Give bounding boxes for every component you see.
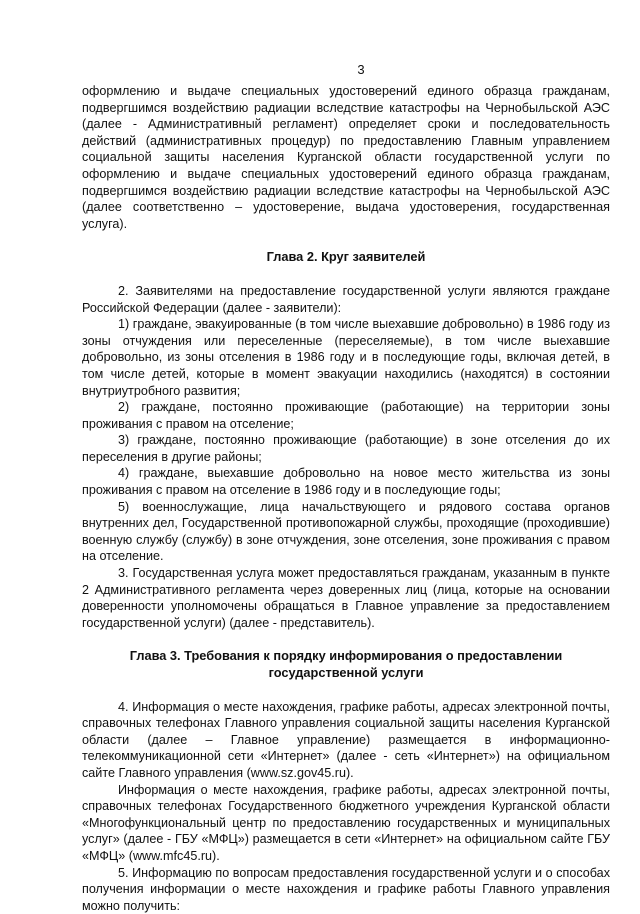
- chapter-2-paragraph: 2) граждане, постоянно проживающие (работающие) на территории зоны проживания с правом на отселение;: [82, 400, 610, 431]
- chapter-2-paragraph: 3. Государственная услуга может предоставляться гражданам, указанным в пункте 2 Административного регламента через доверенных лиц (лица, которые на основании доверенности уполномочены обращаться в Главное управление за предоставлением государственной услуги) (далее - представитель).: [82, 566, 610, 630]
- intro-paragraph: оформлению и выдаче специальных удостоверений единого образца гражданам, подвергшимся воздействию радиации вследствие катастрофы на Чернобыльской АЭС (далее - Административный регламент) определяет сроки и последовательность действий (административных процедур) по предоставлению Главным управлением социальной защиты населения Курганской области государственной услуги по оформлению и выдаче специальных удостоверений единого образца гражданам, подвергшимся воздействию радиации вследствие катастрофы на Чернобыльской АЭС (далее соответственно – удостоверение, выдача удостоверения, государственная услуга).: [82, 84, 610, 231]
- page-number: 3: [357, 62, 365, 77]
- chapter-3-paragraph: 5. Информацию по вопросам предоставления государственной услуги и о способах получения информации о месте нахождения и графике работы Главного управления можно получить:: [82, 865, 610, 913]
- chapter-2-paragraph: 5) военнослужащие, лица начальствующего и рядового состава органов внутренних дел, Государственной противопожарной службы, проходящие (проходившие) военную службу (службу) в зоне отчуждения, зоне отселения, зоне проживания с правом на отселение.: [82, 499, 610, 564]
- chapter-3-title-line-1: Глава 3. Требования к порядку информирования о предоставлении: [129, 648, 563, 664]
- chapter-3-title-line-2: государственной услуги: [268, 665, 424, 680]
- chapter-3-paragraph: 4. Информация о месте нахождения, графике работы, адресах электронной почты, справочных телефонах Главного управления социальной защиты населения Курганской области (далее – Главное управление) размещается в информационно-телекоммуникационной сети «Интернет» (далее - сеть «Интернет») на официальном сайте Главного управления (www.sz.gov45.ru).: [82, 699, 610, 780]
- chapter-2-paragraph: 4) граждане, выехавшие добровольно на новое место жительства из зоны проживания с правом на отселение в 1986 году и в последующие годы;: [82, 466, 610, 498]
- chapter-3-paragraph: Информация о месте нахождения, графике работы, адресах электронной почты, справочных телефонах Государственного бюджетного учреждения Курганской области «Многофункциональный центр по предоставлению государственных и муниципальных услуг» (далее - ГБУ «МФЦ») размещается в сети «Интернет» на официальном сайте ГБУ «МФЦ» (www.mfc45.ru).: [82, 782, 610, 863]
- chapter-2-title: Глава 2. Круг заявителей: [266, 249, 426, 265]
- chapter-2-paragraph: 2. Заявителями на предоставление государственной услуги являются граждане Российской Федерации (далее - заявители):: [82, 283, 610, 315]
- chapter-2-paragraph: 1) граждане, эвакуированные (в том числе выехавшие добровольно) в 1986 году из зоны отчуждения или переселенные (переселяемые), в том числе выехавшие добровольно, из зоны отселения в 1986 году и в последующие годы, включая детей, в том числе детей, которые в момент эвакуации находились (находятся) в состоянии внутриутробного развития;: [82, 317, 610, 398]
- chapter-2-paragraph: 3) граждане, постоянно проживающие (работающие) в зоне отселения до их переселения в другие районы;: [82, 433, 610, 464]
